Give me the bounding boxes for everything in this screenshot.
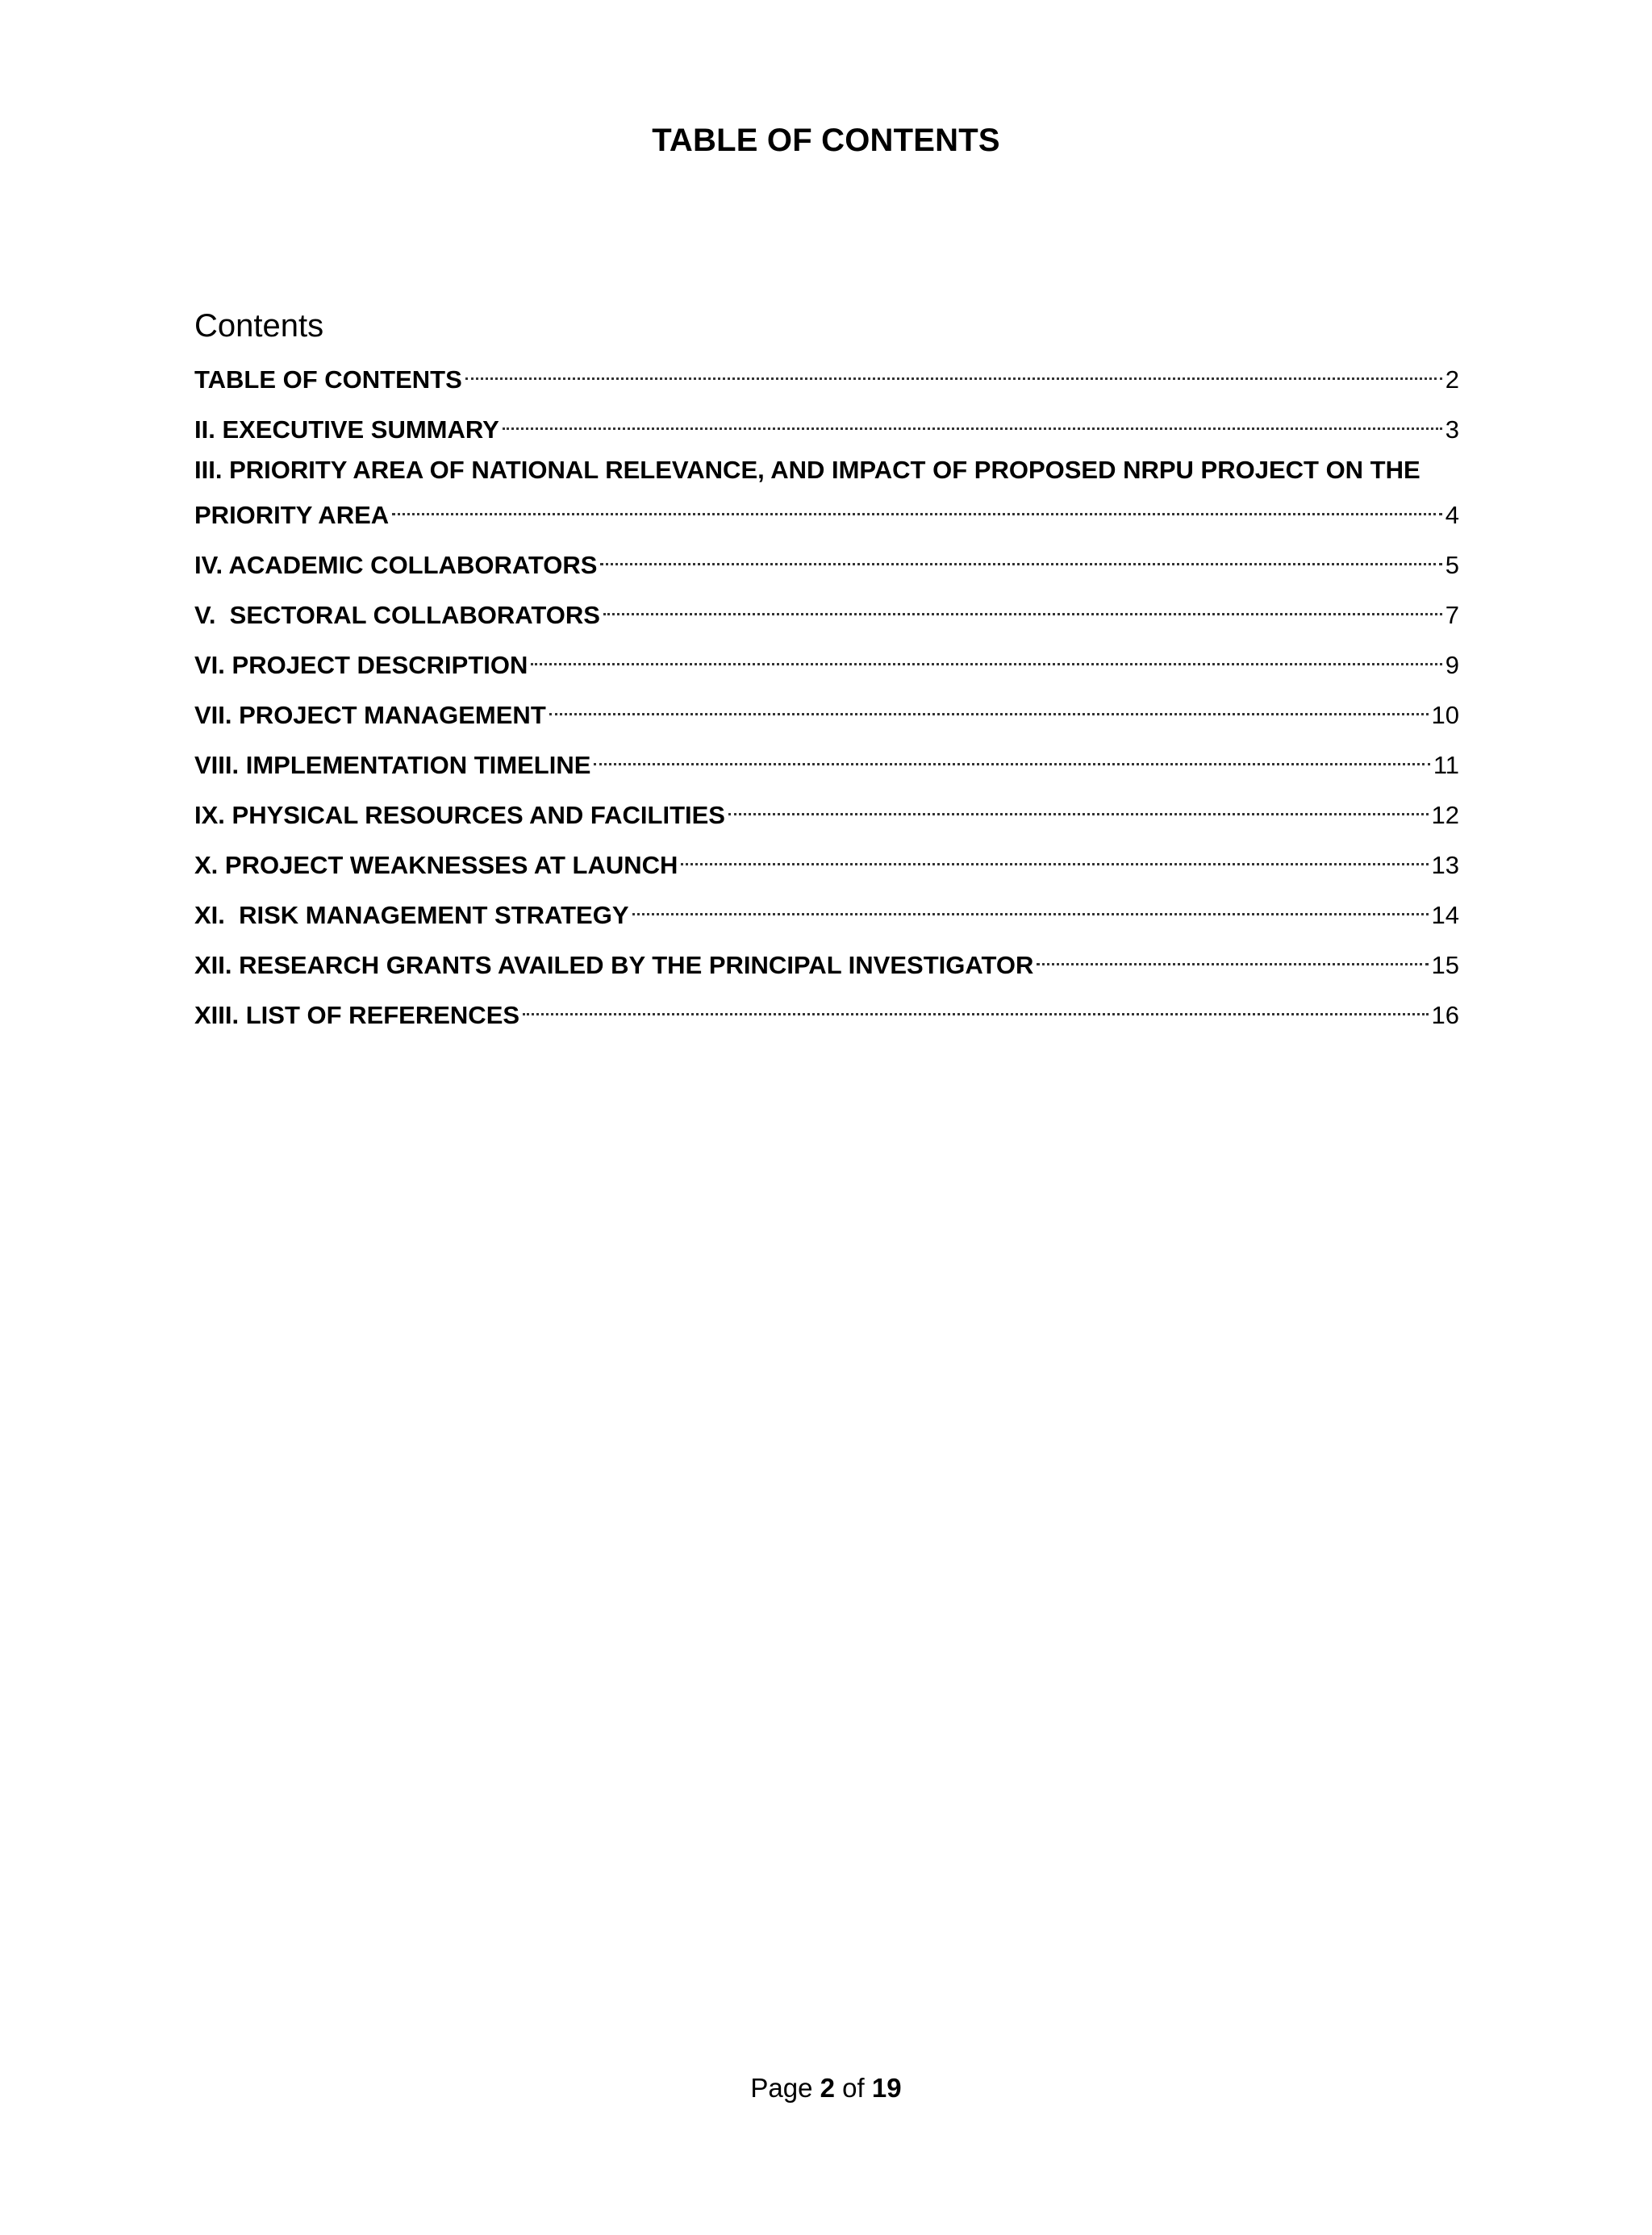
toc-entry-title: PRIORITY AREA (194, 501, 390, 529)
toc-entry-title: VI. PROJECT DESCRIPTION (194, 651, 528, 679)
toc-entry-priority-area[interactable] (194, 452, 1459, 529)
toc-entry-page: 15 (1431, 951, 1459, 979)
contents-heading: Contents (194, 308, 324, 344)
footer-separator: of (842, 2073, 865, 2103)
table-of-contents (194, 352, 1459, 1038)
toc-leader-dots (600, 538, 1441, 573)
toc-entry-title: VIII. IMPLEMENTATION TIMELINE (194, 751, 591, 779)
toc-entry-project-description[interactable] (194, 638, 1459, 679)
toc-leader-dots (523, 988, 1428, 1024)
footer-total-pages: 19 (871, 2073, 902, 2103)
toc-leader-dots (1037, 938, 1428, 974)
toc-entry-title: XII. RESEARCH GRANTS AVAILED BY THE PRINCIPAL INVESTIGATOR (194, 951, 1034, 979)
toc-entry-page: 10 (1431, 701, 1459, 729)
toc-leader-dots (392, 488, 1442, 523)
toc-entry-title: IX. PHYSICAL RESOURCES AND FACILITIES (194, 801, 725, 829)
toc-entry-project-weaknesses[interactable] (194, 838, 1459, 879)
toc-leader-dots (531, 638, 1441, 673)
toc-entry-page: 5 (1445, 551, 1459, 579)
toc-leader-dots (465, 352, 1442, 388)
page-title: TABLE OF CONTENTS (652, 123, 1000, 158)
footer-page-prefix: Page (750, 2073, 813, 2103)
toc-leader-dots (632, 888, 1429, 924)
toc-entry-research-grants[interactable] (194, 938, 1459, 979)
toc-entry-page: 9 (1445, 651, 1459, 679)
toc-leader-dots (603, 588, 1442, 623)
toc-entry-page: 3 (1445, 415, 1459, 444)
toc-entry-physical-resources[interactable] (194, 788, 1459, 829)
toc-entry-page: 7 (1445, 601, 1459, 629)
toc-entry-title: XI. RISK MANAGEMENT STRATEGY (194, 901, 629, 929)
toc-entry-title: II. EXECUTIVE SUMMARY (194, 415, 499, 444)
toc-entry-academic-collaborators[interactable] (194, 538, 1459, 579)
page-footer (0, 2070, 1652, 2107)
toc-entry-title: VII. PROJECT MANAGEMENT (194, 701, 546, 729)
toc-entry-implementation-timeline[interactable] (194, 738, 1459, 779)
toc-entry-risk-management[interactable] (194, 888, 1459, 929)
footer-current-page: 2 (820, 2073, 835, 2103)
toc-entry-table-of-contents[interactable] (194, 352, 1459, 394)
toc-entry-title: XIII. LIST OF REFERENCES (194, 1001, 520, 1029)
toc-entry-page: 2 (1445, 365, 1459, 394)
toc-entry-title-line1: III. PRIORITY AREA OF NATIONAL RELEVANCE, AND IMPACT OF PROPOSED NRPU PROJECT ON THE (194, 456, 1420, 484)
toc-leader-dots (728, 788, 1429, 824)
toc-entry-project-management[interactable] (194, 688, 1459, 729)
toc-entry-title: TABLE OF CONTENTS (194, 365, 462, 394)
toc-entry-page: 14 (1431, 901, 1459, 929)
toc-entry-title: V. SECTORAL COLLABORATORS (194, 601, 600, 629)
toc-entry-page: 13 (1431, 851, 1459, 879)
toc-entry-executive-summary[interactable] (194, 402, 1459, 444)
toc-entry-page: 12 (1431, 801, 1459, 829)
toc-entry-list-of-references[interactable] (194, 988, 1459, 1029)
toc-entry-title: IV. ACADEMIC COLLABORATORS (194, 551, 598, 579)
toc-entry-page: 4 (1445, 501, 1459, 529)
toc-entry-page: 16 (1431, 1001, 1459, 1029)
toc-entry-page: 11 (1433, 751, 1459, 779)
toc-leader-dots (594, 738, 1429, 773)
toc-leader-dots (503, 402, 1442, 438)
toc-entry-title: X. PROJECT WEAKNESSES AT LAUNCH (194, 851, 678, 879)
toc-entry-sectoral-collaborators[interactable] (194, 588, 1459, 629)
toc-leader-dots (549, 688, 1429, 723)
toc-leader-dots (681, 838, 1428, 874)
